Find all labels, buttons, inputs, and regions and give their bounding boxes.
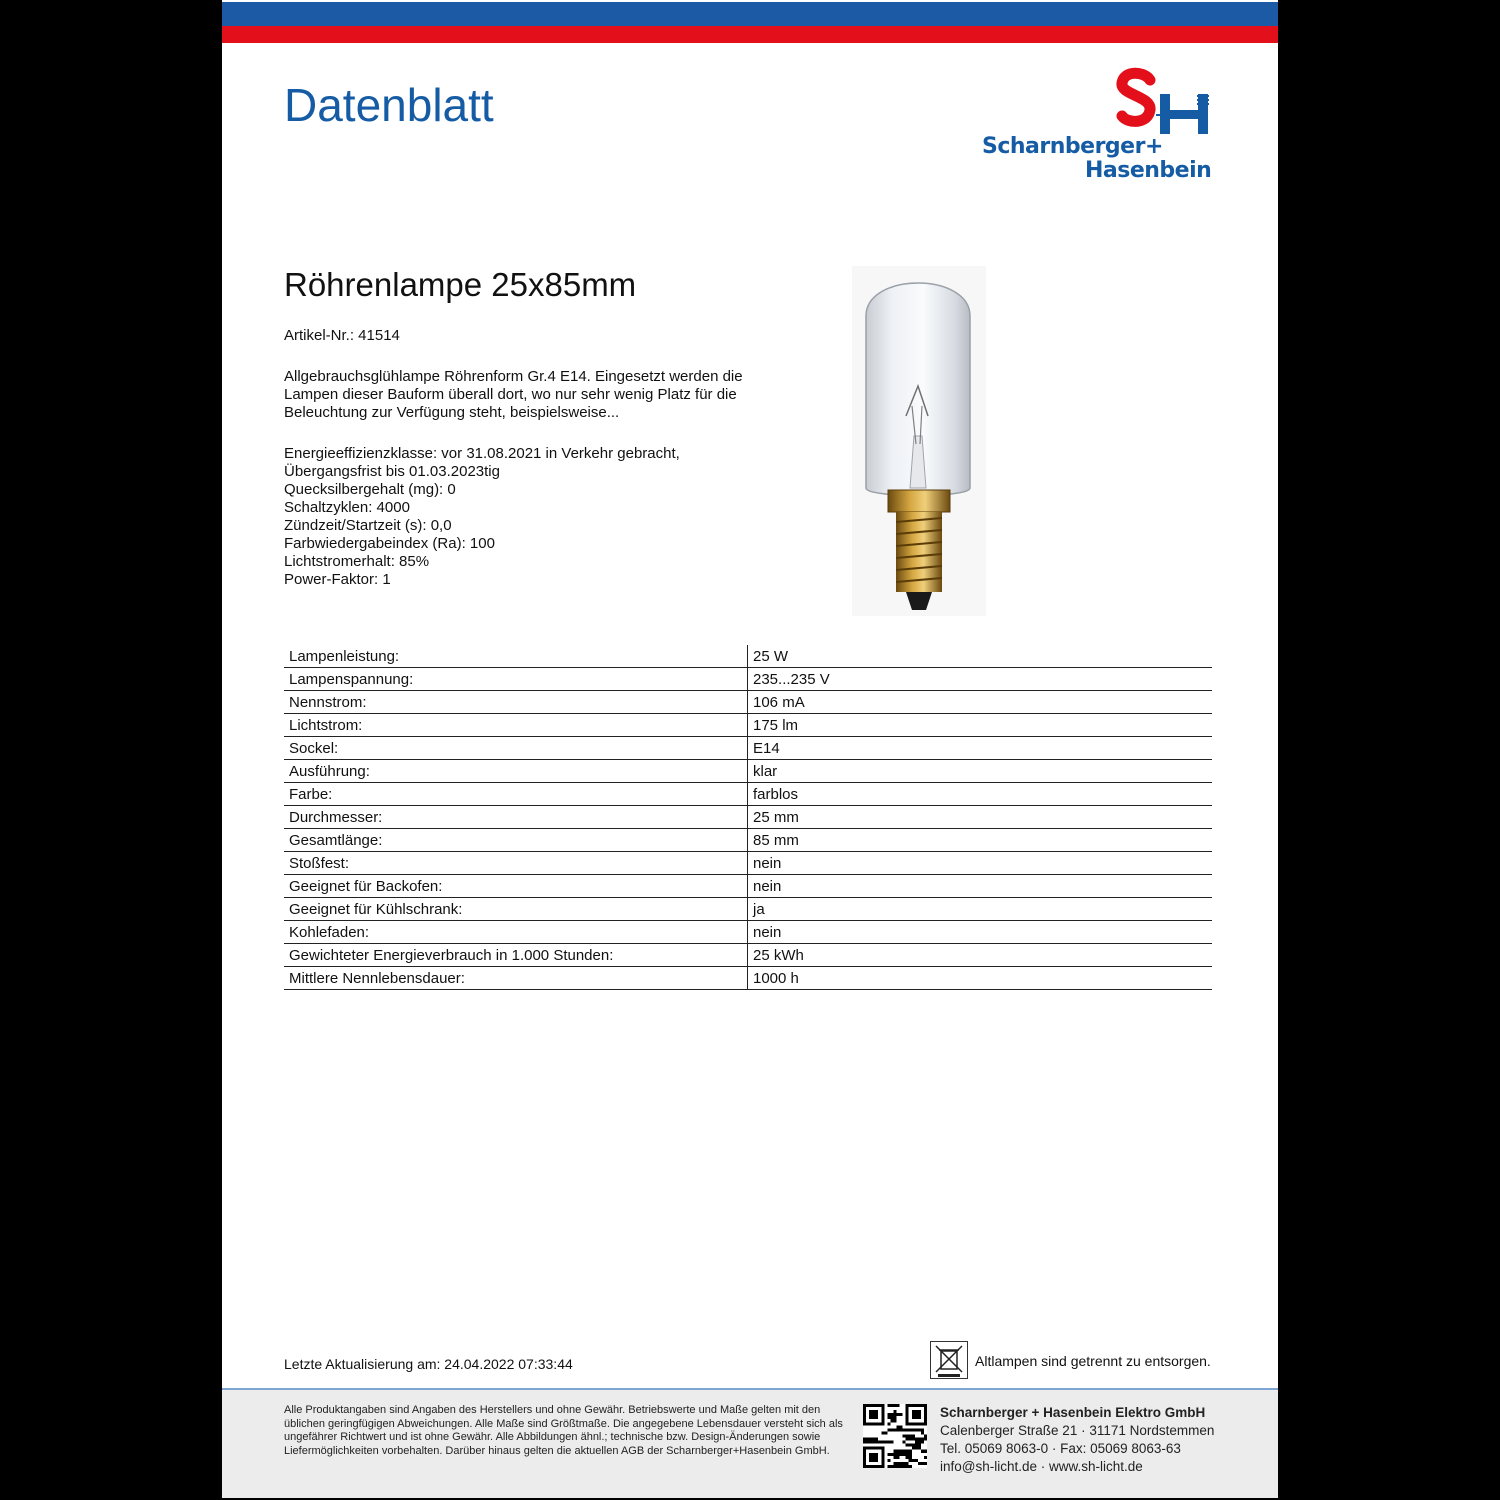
spec-value: 25 W: [748, 645, 1213, 668]
spec-value: klar: [748, 760, 1213, 783]
spec-value: 175 lm: [748, 714, 1213, 737]
header-stripe-blue: [222, 2, 1278, 26]
spec-label: Stoßfest:: [284, 852, 748, 875]
logo-text-line2: Hasenbein: [1085, 158, 1212, 183]
spec-row: [284, 944, 1212, 967]
qr-code-icon: [863, 1404, 927, 1468]
spec-label: Durchmesser:: [284, 806, 748, 829]
product-properties: [284, 445, 680, 589]
spec-row: [284, 737, 1212, 760]
spec-value: ja: [748, 898, 1213, 921]
sh-monogram-icon: [982, 66, 1222, 136]
page-footer: [222, 1388, 1278, 1498]
recycle-note: Altlampen sind getrennt zu entsorgen.: [975, 1353, 1211, 1369]
spec-label: Farbe:: [284, 783, 748, 806]
property-line: Quecksilbergehalt (mg): 0: [284, 481, 456, 498]
spec-value: 85 mm: [748, 829, 1213, 852]
spec-label: Gesamtlänge:: [284, 829, 748, 852]
product-title: Röhrenlampe 25x85mm: [284, 266, 637, 303]
footer-disclaimer: Alle Produktangaben sind Angaben des Herstellers und ohne Gewähr. Betriebswerte und Maße gelten mit den üblichen geringfügigen Abweichungen. Alle Maße sind Größtmaße. Die angegebene Lebensdauer versteht sich als ungefährer Richtwert und ist ohne Gewähr. Alle Abbildungen ähnl.; technische bzw. Design-Änderungen sowie Liefermöglichkeiten vorbehalten. Darüber hinaus gelten die aktuellen AGB der Scharnberger+Hasenbein GmbH.: [284, 1404, 843, 1457]
property-line: Power-Faktor: 1: [284, 571, 391, 588]
spec-row: [284, 645, 1212, 668]
spec-row: [284, 829, 1212, 852]
company-name: Scharnberger + Hasenbein Elektro GmbH: [940, 1405, 1206, 1420]
spec-value: 106 mA: [748, 691, 1213, 714]
company-web: info@sh-licht.de · www.sh-licht.de: [940, 1459, 1143, 1474]
last-updated: Letzte Aktualisierung am: 24.04.2022 07:33:44: [284, 1356, 573, 1372]
spec-value: nein: [748, 875, 1213, 898]
spec-row: [284, 852, 1212, 875]
header-stripe-red: [222, 26, 1278, 43]
spec-label: Geeignet für Backofen:: [284, 875, 748, 898]
footer-company-block: [940, 1404, 1214, 1476]
property-line: Zündzeit/Startzeit (s): 0,0: [284, 517, 452, 534]
spec-label: Lichtstrom:: [284, 714, 748, 737]
spec-label: Nennstrom:: [284, 691, 748, 714]
spec-value: 235...235 V: [748, 668, 1213, 691]
property-line: Übergangsfrist bis 01.03.2023tig: [284, 463, 500, 480]
document-title: Datenblatt: [284, 79, 494, 131]
spec-row: [284, 875, 1212, 898]
spec-row: [284, 783, 1212, 806]
property-line: Energieeffizienzklasse: vor 31.08.2021 in Verkehr gebracht,: [284, 445, 680, 462]
datasheet-page: [222, 0, 1278, 1498]
property-line: Lichtstromerhalt: 85%: [284, 553, 430, 570]
spec-label: Lampenleistung:: [284, 645, 748, 668]
spec-row: [284, 921, 1212, 944]
product-description: Allgebrauchsglühlampe Röhrenform Gr.4 E14. Eingesetzt werden die Lampen dieser Bauform überall dort, wo nur sehr wenig Platz für die Beleuchtung zur Verfügung steht, beispielsweise...: [284, 368, 743, 421]
spec-value: farblos: [748, 783, 1213, 806]
spec-value: 25 kWh: [748, 944, 1213, 967]
specifications-table: [284, 645, 1212, 990]
spec-value: nein: [748, 852, 1213, 875]
spec-value: nein: [748, 921, 1213, 944]
spec-label: Mittlere Nennlebensdauer:: [284, 967, 748, 990]
spec-row: [284, 806, 1212, 829]
spec-row: [284, 714, 1212, 737]
company-address: Calenberger Straße 21 · 31171 Nordstemmen: [940, 1423, 1215, 1438]
company-logo: [982, 66, 1222, 184]
article-number: Artikel-Nr.: 41514: [284, 327, 400, 344]
spec-label: Ausführung:: [284, 760, 748, 783]
spec-value: 25 mm: [748, 806, 1213, 829]
spec-label: Sockel:: [284, 737, 748, 760]
spec-row: [284, 668, 1212, 691]
property-line: Farbwiedergabeindex (Ra): 100: [284, 535, 495, 552]
spec-label: Lampenspannung:: [284, 668, 748, 691]
spec-value: E14: [748, 737, 1213, 760]
spec-label: Kohlefaden:: [284, 921, 748, 944]
tube-lamp-image: [852, 266, 986, 616]
property-line: Schaltzyklen: 4000: [284, 499, 410, 516]
spec-label: Gewichteter Energieverbrauch in 1.000 Stunden:: [284, 944, 748, 967]
spec-row: [284, 967, 1212, 990]
spec-label: Geeignet für Kühlschrank:: [284, 898, 748, 921]
crossed-out-wheelie-bin-icon: [930, 1341, 968, 1379]
spec-row: [284, 691, 1212, 714]
spec-row: [284, 898, 1212, 921]
spec-value: 1000 h: [748, 967, 1213, 990]
spec-row: [284, 760, 1212, 783]
company-phone: Tel. 05069 8063-0 · Fax: 05069 8063-63: [940, 1441, 1181, 1456]
logo-text-line1: Scharnberger+: [982, 134, 1163, 159]
